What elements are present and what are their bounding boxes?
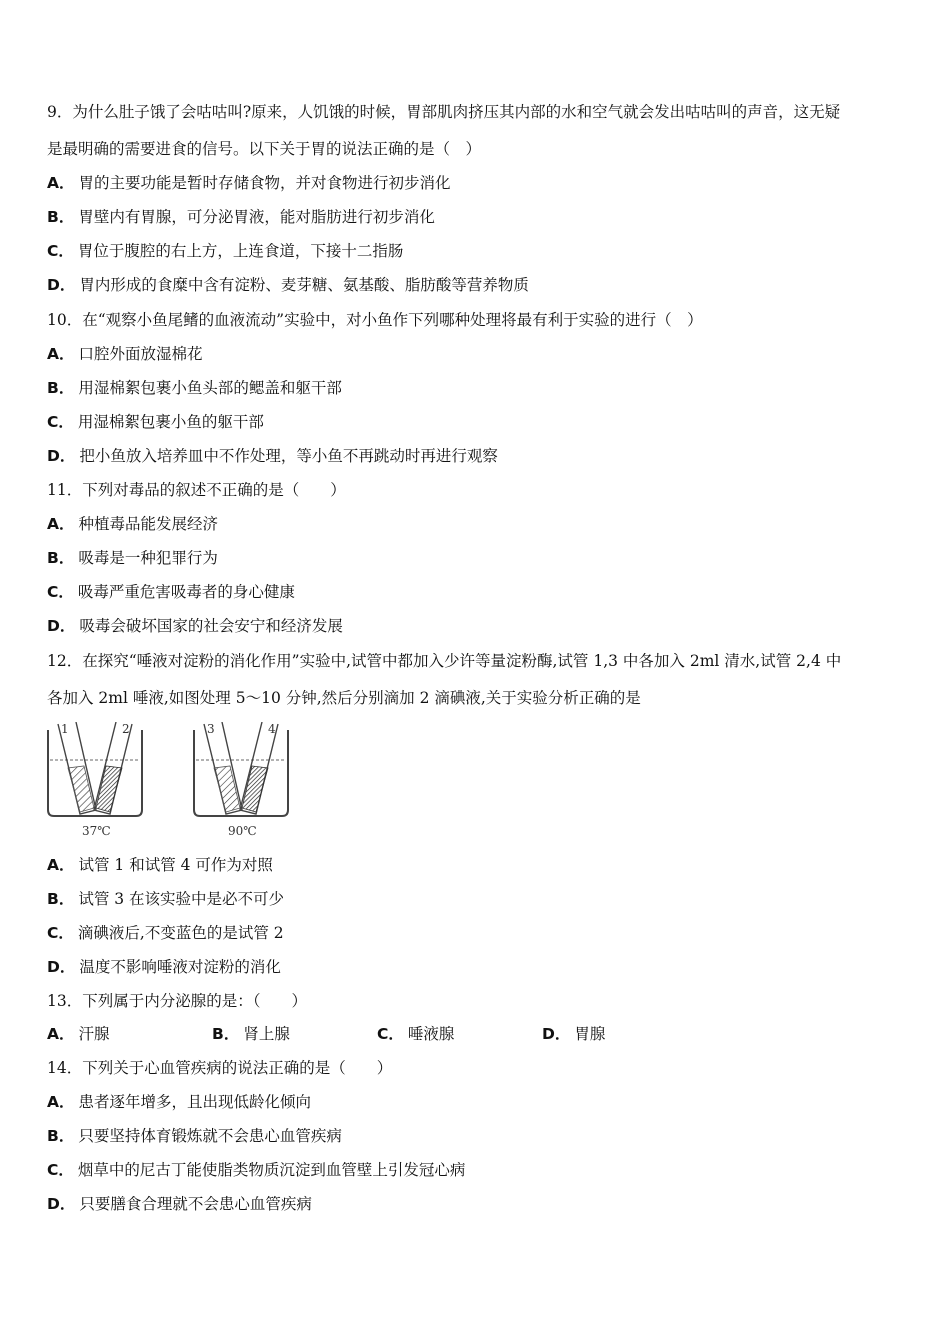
q11-option-d: D． 吸毒会破坏国家的社会安宁和经济发展 bbox=[47, 617, 343, 635]
q9-option-a: A． 胃的主要功能是暂时存储食物，并对食物进行初步消化 bbox=[47, 174, 451, 192]
q10-option-d: D． 把小鱼放入培养皿中不作处理，等小鱼不再跳动时再进行观察 bbox=[47, 447, 498, 465]
q14-option-a: A． 患者逐年增多，且出现低龄化倾向 bbox=[47, 1093, 312, 1111]
beaker-temp-37: 37℃ bbox=[82, 824, 111, 838]
q12-option-c: C． 滴碘液后,不变蓝色的是试管 2 bbox=[47, 924, 284, 942]
beaker-37 bbox=[48, 722, 142, 816]
tube-label-1: 1 bbox=[61, 722, 69, 736]
q10-stem: 10．在“观察小鱼尾鳍的血液流动”实验中，对小鱼作下列哪种处理将最有利于实验的进行（ ） bbox=[47, 311, 703, 329]
q13-option-a: A． 汗腺 bbox=[47, 1025, 110, 1043]
q13-option-c: C． 唾液腺 bbox=[377, 1025, 455, 1043]
beaker-90 bbox=[194, 722, 288, 816]
q11-stem: 11．下列对毒品的叙述不正确的是（ ） bbox=[47, 481, 346, 499]
q11-option-a: A． 种植毒品能发展经济 bbox=[47, 515, 219, 533]
q9-stem-line2: 是最明确的需要进食的信号。以下关于胃的说法正确的是（ ） bbox=[47, 140, 482, 158]
q9-option-d: D． 胃内形成的食糜中含有淀粉、麦芽糖、氨基酸、脂肪酸等营养物质 bbox=[47, 276, 529, 294]
q9-option-b: B． 胃壁内有胃腺，可分泌胃液，能对脂肪进行初步消化 bbox=[47, 208, 435, 226]
q13-option-b: B． 肾上腺 bbox=[212, 1025, 290, 1043]
q10-option-b: B． 用湿棉絮包裹小鱼头部的鳃盖和躯干部 bbox=[47, 379, 342, 397]
q12-stem-line2: 各加入 2ml 唾液,如图处理 5～10 分钟,然后分别滴加 2 滴碘液,关于实验分析正确的是 bbox=[47, 689, 641, 707]
tube-label-2: 2 bbox=[122, 722, 130, 736]
q12-option-d: D． 温度不影响唾液对淀粉的消化 bbox=[47, 958, 281, 976]
q10-option-a: A． 口腔外面放湿棉花 bbox=[47, 345, 203, 363]
q12-option-a: A． 试管 1 和试管 4 可作为对照 bbox=[47, 856, 273, 874]
q10-option-c: C． 用湿棉絮包裹小鱼的躯干部 bbox=[47, 413, 264, 431]
q14-option-b: B． 只要坚持体育锻炼就不会患心血管疾病 bbox=[47, 1127, 342, 1145]
q13-stem: 13．下列属于内分泌腺的是：（ ） bbox=[47, 992, 307, 1010]
tube-label-3: 3 bbox=[207, 722, 215, 736]
q11-option-c: C． 吸毒严重危害吸毒者的身心健康 bbox=[47, 583, 295, 601]
q14-stem: 14．下列关于心血管疾病的说法正确的是（ ） bbox=[47, 1059, 393, 1077]
q9-stem-line1: 9．为什么肚子饿了会咕咕叫?原来，人饥饿的时候，胃部肌肉挤压其内部的水和空气就会发出咕咕叫的声音，这无疑 bbox=[47, 103, 841, 121]
q9-option-c: C． 胃位于腹腔的右上方，上连食道，下接十二指肠 bbox=[47, 242, 404, 260]
beaker-temp-90: 90℃ bbox=[228, 824, 257, 838]
q14-option-d: D． 只要膳食合理就不会患心血管疾病 bbox=[47, 1195, 312, 1213]
q12-stem-line1: 12．在探究“唾液对淀粉的消化作用”实验中,试管中都加入少许等量淀粉酶,试管 1,3 中各加入 2ml 清水,试管 2,4 中 bbox=[47, 652, 842, 670]
q12-option-b: B． 试管 3 在该实验中是必不可少 bbox=[47, 890, 285, 908]
q14-option-c: C． 烟草中的尼古丁能使脂类物质沉淀到血管壁上引发冠心病 bbox=[47, 1161, 466, 1179]
q11-option-b: B． 吸毒是一种犯罪行为 bbox=[47, 549, 218, 567]
beaker-experiment-figure bbox=[44, 722, 304, 844]
tube-label-4: 4 bbox=[268, 722, 276, 736]
q13-option-d: D． 胃腺 bbox=[542, 1025, 606, 1043]
